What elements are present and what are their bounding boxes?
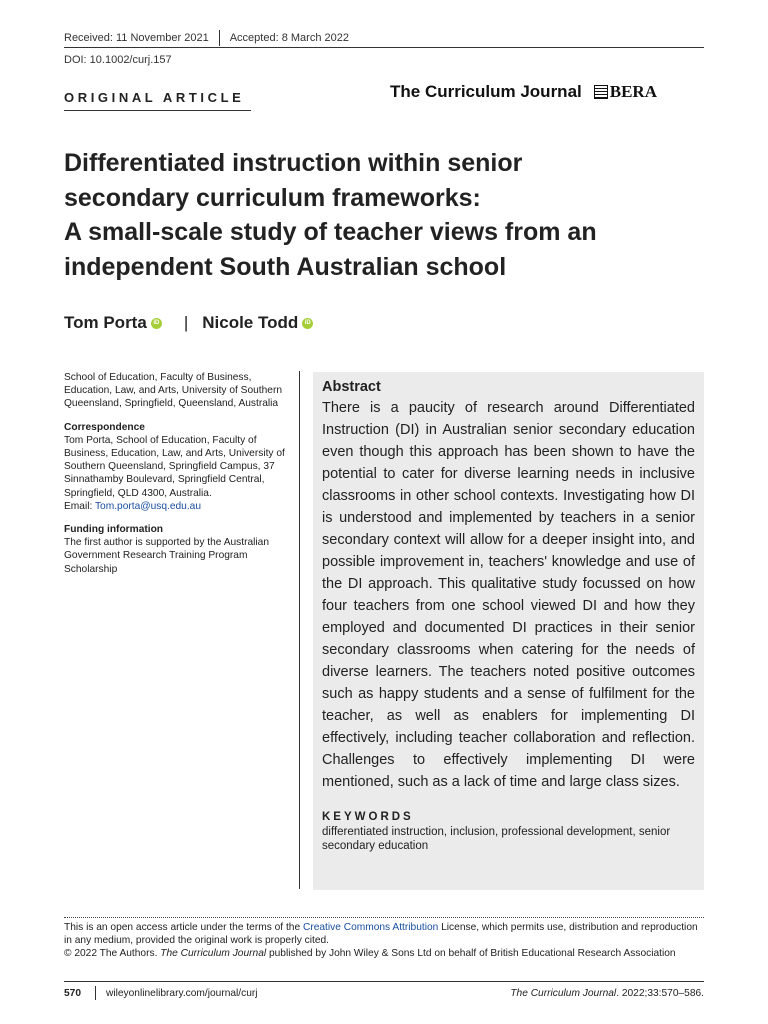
column-divider (299, 371, 300, 889)
article-title (64, 146, 714, 284)
orcid-icon[interactable]: iD (302, 318, 313, 329)
keywords-heading: KEYWORDS (322, 811, 414, 823)
correspondence-heading: Correspondence (64, 421, 145, 433)
page-footer (64, 986, 704, 1000)
doi[interactable]: DOI: 10.1002/curj.157 (64, 54, 172, 66)
journal-url[interactable]: wileyonlinelibrary.com/journal/curj (106, 987, 258, 999)
citation-details: . 2022;33:570–586. (616, 987, 704, 999)
abstract-text: There is a paucity of research around Differentiated Instruction (DI) in Australian senior secondary education even though this approach has been shown to have the potential to cater for diverse learning needs in inclusive classrooms in other school contexts. Investigating how DI is understood and implemented by teachers in a senior secondary context will allow for a deeper insight into, and possible improvement in, teachers' knowledge and use of the DI approach. This qualitative study focussed on how four teachers from one school viewed DI and how they employed and documented DI practices in their senior secondary classrooms when catering for the needs of diverse learners. The teachers noted positive outcomes such as happy students and a sense of fulfilment for the teacher, as well as enablers for implementing DI effectively, including teacher collaboration and reflection. Challenges to effectively implementing DI were mentioned, such as a lack of time and large class sizes. (322, 400, 695, 790)
abstract-panel (313, 372, 704, 890)
journal-brand (390, 82, 657, 102)
license-text (64, 921, 704, 947)
correspondence-text: Tom Porta, School of Education, Faculty of Business, Education, Law, and Arts, University of Southern Queensland, Springfield Campus, 37 Sinnathamby Boulevard, Springfield Central, Springfield, QLD 4300, Australia. (64, 434, 285, 499)
article-type-underline (64, 110, 251, 111)
title-line: Differentiated instruction within senior (64, 149, 523, 177)
copyright-prefix: © 2022 The Authors. (64, 948, 161, 959)
copyright-text (64, 947, 704, 960)
bera-logo-text: BERA (609, 82, 657, 101)
author-list (64, 313, 313, 333)
author-name[interactable]: Nicole Todd (202, 313, 299, 332)
title-line: A small-scale study of teacher views from an (64, 218, 597, 246)
title-line: secondary curriculum frameworks: (64, 183, 481, 212)
header-rule (64, 47, 704, 48)
received-date: Received: 11 November 2021 (64, 32, 209, 44)
license-notice (64, 921, 704, 960)
cc-license-link[interactable]: Creative Commons Attribution (302, 922, 439, 933)
license-divider (64, 917, 704, 918)
article-type: ORIGINAL ARTICLE (64, 90, 245, 105)
affiliation: School of Education, Faculty of Business, Education, Law, and Arts, University of Southern Queensland, Springfield, Queensland, Australia (64, 372, 283, 410)
date-separator (219, 30, 220, 46)
funding-block (64, 523, 286, 576)
license-prefix: This is an open access article under the terms of the (64, 922, 303, 933)
article-dates (64, 30, 349, 46)
citation-journal: The Curriculum Journal (510, 987, 617, 999)
footer-separator (95, 986, 96, 1000)
page-number: 570 (64, 987, 81, 999)
correspondence-block (64, 421, 286, 513)
bera-logo-icon (594, 85, 608, 99)
keywords-text: differentiated instruction, inclusion, professional development, senior secondary education (322, 826, 671, 852)
email-label: Email: (64, 500, 95, 512)
citation (510, 988, 704, 999)
accepted-date: Accepted: 8 March 2022 (229, 32, 349, 44)
author-name[interactable]: Tom Porta (64, 313, 147, 332)
bera-logo (594, 82, 657, 102)
funding-text: The first author is supported by the Australian Government Research Training Program Scholarship (64, 537, 269, 575)
copyright-journal: The Curriculum Journal (160, 948, 267, 959)
abstract-heading: Abstract (322, 379, 381, 395)
article-info-column (64, 371, 286, 586)
author-separator: | (183, 313, 189, 332)
orcid-icon[interactable]: iD (151, 318, 162, 329)
license-suffix: License, which permits use, distribution and reproduction in any medium, provided the original work is properly cited. (64, 922, 698, 946)
journal-name: The Curriculum Journal (390, 82, 582, 101)
funding-heading: Funding information (64, 524, 164, 536)
copyright-suffix: published by John Wiley & Sons Ltd on behalf of British Educational Research Association (266, 948, 676, 959)
email-link[interactable]: Tom.porta@usq.edu.au (94, 500, 202, 512)
footer-rule (64, 981, 704, 982)
title-line: independent South Australian school (64, 252, 507, 281)
